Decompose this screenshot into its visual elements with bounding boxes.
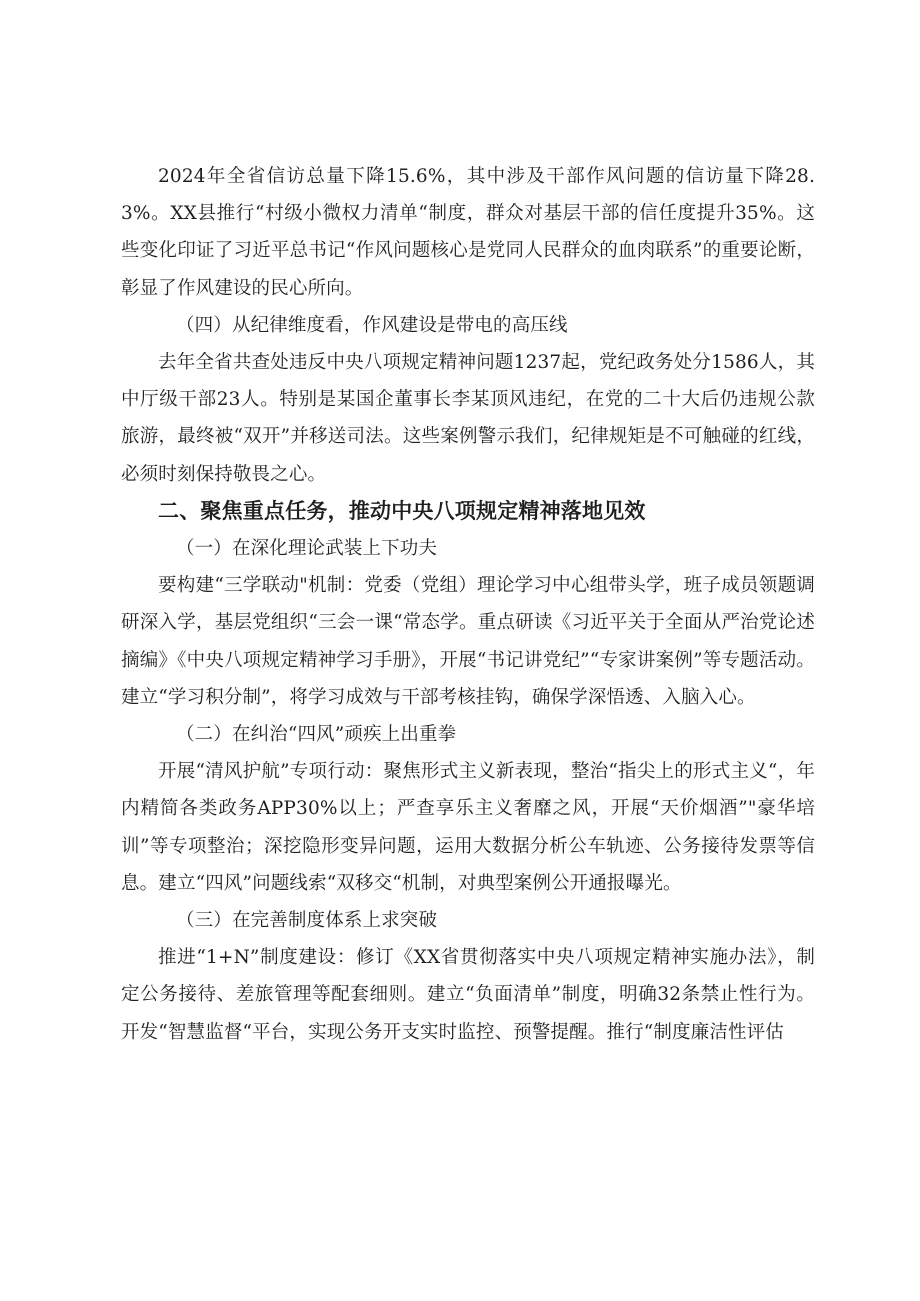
document-body: [121, 158, 815, 1051]
paragraph-three-study-mechanism: 要构建“三学联动"机制：党委（党组）理论学习中心组带头学，班子成员领题调研深入学，基层党组织“三会一课“常态学。重点研读《习近平关于全面从严治党论述摘编》《中央八项规定精神学习手册》，开展“书记讲党纪”“专家讲案例”等专题活动。建立“学习积分制”，将学习成效与干部考核挂钩，确保学深悟透、入脑入心。: [121, 575, 815, 708]
subheading-four-winds: （二）在纠治“四风”顽疾上出重拳: [176, 724, 457, 746]
section-heading-key-tasks: 二、聚焦重点任务，推动中央八项规定精神落地见效: [158, 498, 646, 523]
paragraph-petition-statistics: 2024年全省信访总量下降15.6%，其中涉及干部作风问题的信访量下降28.3%。XX县推行“村级小微权力清单“制度，群众对基层干部的信任度提升35%。这些变化印证了习近平总书记“作风问题核心是党同人民群众的血肉联系”的重要论断，彰显了作风建设的民心所向。: [121, 166, 815, 299]
subheading-theory-study: （一）在深化理论武装上下功夫: [176, 538, 438, 560]
subheading-discipline-dimension: （四）从纪律维度看，作风建设是带电的高压线: [176, 314, 568, 336]
paragraph-clean-wind-campaign: 开展“清风护航”专项行动：聚焦形式主义新表现，整治“指尖上的形式主义“，年内精简各类政务APP30%以上；严查享乐主义奢靡之风，开展“天价烟酒”"豪华培训”等专项整治；深挖隐形变异问题，运用大数据分析公车轨迹、公务接待发票等信息。建立“四风”问题线索“双移交“机制，对典型案例公开通报曝光。: [121, 761, 815, 894]
paragraph-discipline-cases: 去年全省共查处违反中央八项规定精神问题1237起，党纪政务处分1586人，其中厅级干部23人。特别是某国企董事长李某顶风违纪，在党的二十大后仍违规公款旅游，最终被“双开”并移送司法。这些案例警示我们，纪律规矩是不可触碰的红线，必须时刻保持敬畏之心。: [121, 352, 815, 485]
paragraph-institution-reform: 推进“1+N”制度建设：修订《XX省贯彻落实中央八项规定精神实施办法》，制定公务接待、差旅管理等配套细则。建立“负面清单”制度，明确32条禁止性行为。开发“智慧监督“平台，实现公务开支实时监控、预警提醒。推行“制度廉洁性评估: [121, 947, 815, 1043]
subheading-institution-building: （三）在完善制度体系上求突破: [176, 910, 438, 932]
